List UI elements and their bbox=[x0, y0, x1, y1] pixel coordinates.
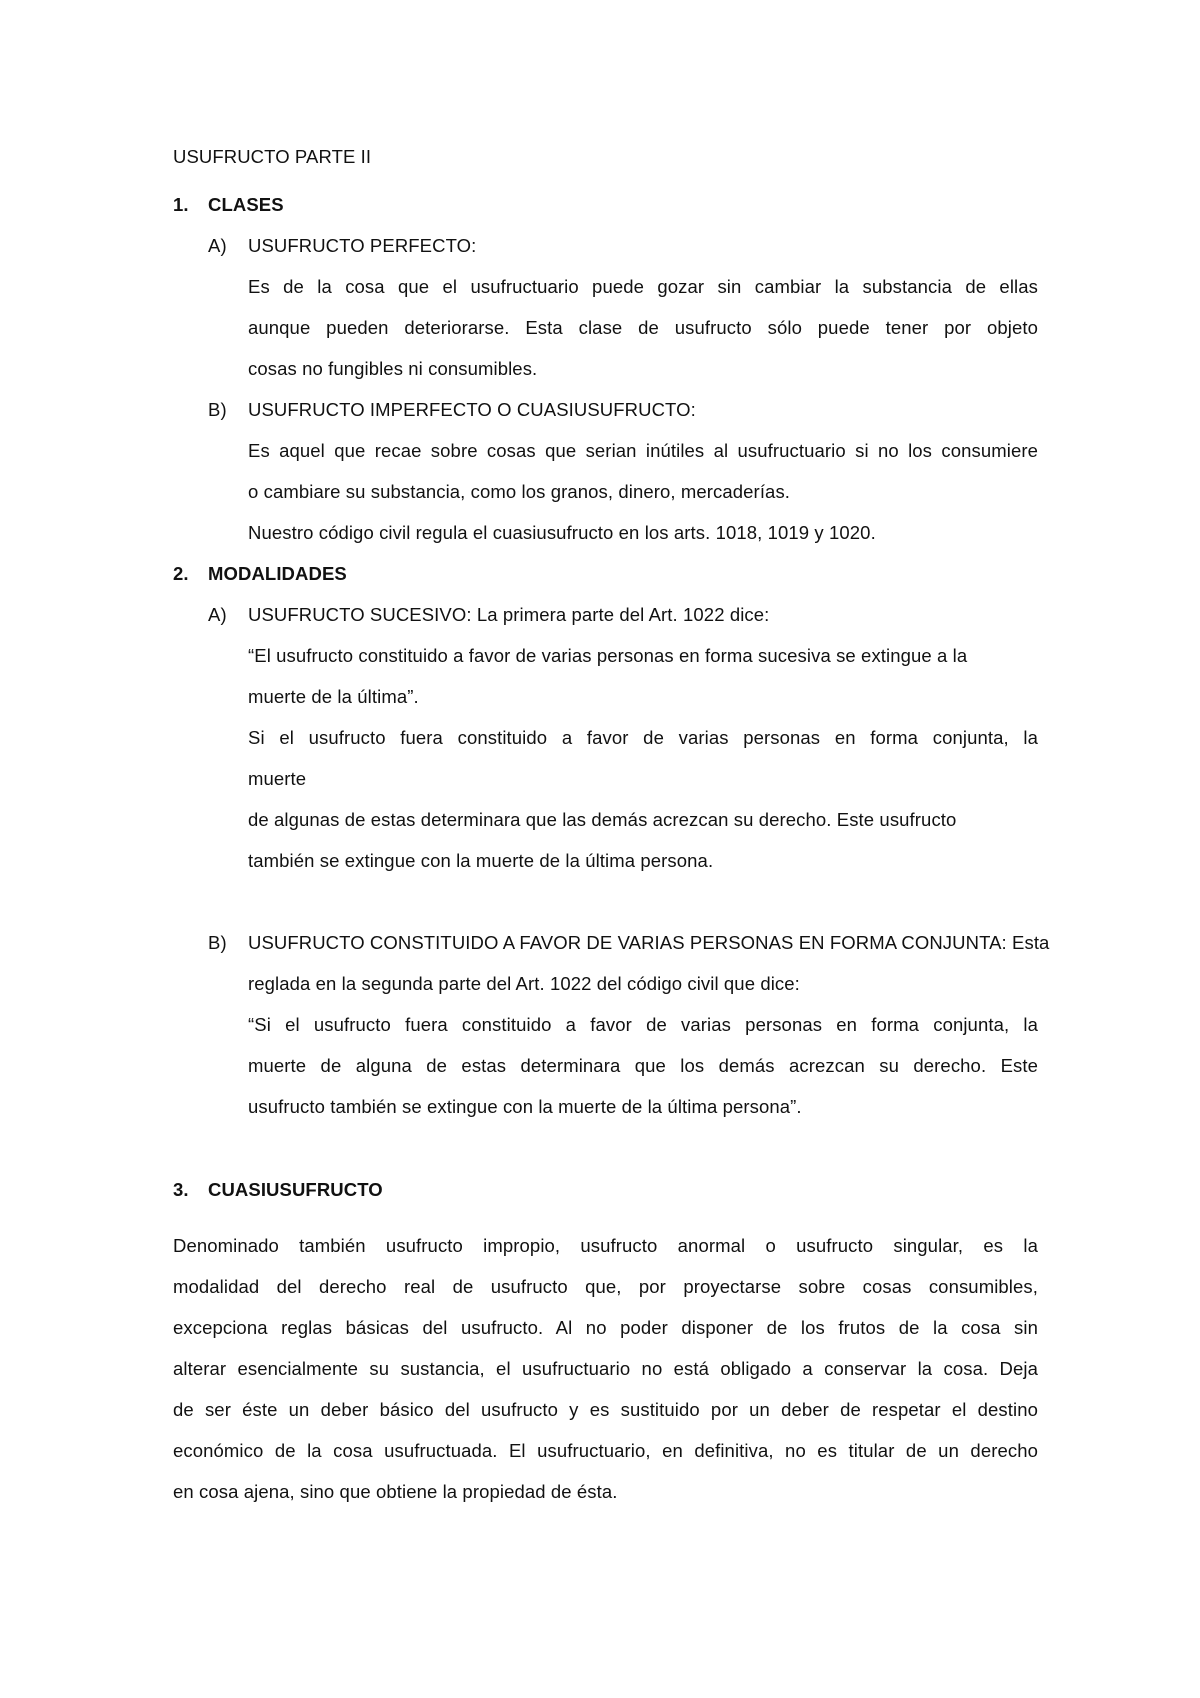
document-title: USUFRUCTO PARTE II bbox=[173, 146, 372, 167]
section-3-line-2: modalidad del derecho real de usufructo que, por proyectarse sobre cosas consumibles, bbox=[173, 1276, 1038, 1297]
section-1-number: 1. bbox=[173, 194, 189, 215]
section-2a-line-3: Si el usufructo fuera constituido a favor de varias personas en forma conjunta, la bbox=[248, 727, 1038, 748]
section-2a-line-2: muerte de la última”. bbox=[248, 686, 419, 707]
section-3-line-6: económico de la cosa usufructuada. El usufructuario, en definitiva, no es titular de un derecho bbox=[173, 1440, 1038, 1461]
section-2b-line-4: usufructo también se extingue con la muerte de la última persona”. bbox=[248, 1096, 802, 1117]
section-1b-letter: B) bbox=[208, 399, 227, 420]
section-3-heading: CUASIUSUFRUCTO bbox=[208, 1179, 383, 1200]
section-3-line-7: en cosa ajena, sino que obtiene la propiedad de ésta. bbox=[173, 1481, 618, 1502]
section-2b-line-1: reglada en la segunda parte del Art. 1022 del código civil que dice: bbox=[248, 973, 800, 994]
section-2b-heading: USUFRUCTO CONSTITUIDO A FAVOR DE VARIAS PERSONAS EN FORMA CONJUNTA: Esta bbox=[248, 932, 1050, 953]
section-2a-line-5: de algunas de estas determinara que las demás acrezcan su derecho. Este usufructo bbox=[248, 809, 957, 830]
section-2b-line-3: muerte de alguna de estas determinara que los demás acrezcan su derecho. Este bbox=[248, 1055, 1038, 1076]
section-1a-heading: USUFRUCTO PERFECTO: bbox=[248, 235, 477, 256]
section-2a-line-6: también se extingue con la muerte de la última persona. bbox=[248, 850, 714, 871]
section-2a-line-1: “El usufructo constituido a favor de varias personas en forma sucesiva se extingue a la bbox=[248, 645, 968, 666]
section-2a-line-4: muerte bbox=[248, 768, 307, 789]
section-3-line-4: alterar esencialmente su sustancia, el usufructuario no está obligado a conservar la cosa. Deja bbox=[173, 1358, 1038, 1379]
section-1-heading: CLASES bbox=[208, 194, 284, 215]
section-2b-letter: B) bbox=[208, 932, 227, 953]
section-2a-heading: USUFRUCTO SUCESIVO: La primera parte del Art. 1022 dice: bbox=[248, 604, 770, 625]
section-1a-line-3: cosas no fungibles ni consumibles. bbox=[248, 358, 538, 379]
section-1b-line-1: Es aquel que recae sobre cosas que serian inútiles al usufructuario si no los consumiere bbox=[248, 440, 1038, 461]
section-1b-heading: USUFRUCTO IMPERFECTO O CUASIUSUFRUCTO: bbox=[248, 399, 696, 420]
section-2b-line-2: “Si el usufructo fuera constituido a favor de varias personas en forma conjunta, la bbox=[248, 1014, 1038, 1035]
section-1a-line-1: Es de la cosa que el usufructuario puede gozar sin cambiar la substancia de ellas bbox=[248, 276, 1038, 297]
section-1b-line-2: o cambiare su substancia, como los granos, dinero, mercaderías. bbox=[248, 481, 791, 502]
section-3-number: 3. bbox=[173, 1179, 189, 1200]
section-1a-letter: A) bbox=[208, 235, 227, 256]
section-2-number: 2. bbox=[173, 563, 189, 584]
section-1a-line-2: aunque pueden deteriorarse. Esta clase de usufructo sólo puede tener por objeto bbox=[248, 317, 1038, 338]
section-2-heading: MODALIDADES bbox=[208, 563, 347, 584]
section-3-line-3: excepciona reglas básicas del usufructo. Al no poder disponer de los frutos de la cosa sin bbox=[173, 1317, 1038, 1338]
section-1b-line-3: Nuestro código civil regula el cuasiusufructo en los arts. 1018, 1019 y 1020. bbox=[248, 522, 876, 543]
section-2a-letter: A) bbox=[208, 604, 227, 625]
section-3-line-1: Denominado también usufructo impropio, usufructo anormal o usufructo singular, es la bbox=[173, 1235, 1038, 1256]
section-3-line-5: de ser éste un deber básico del usufructo y es sustituido por un deber de respetar el destino bbox=[173, 1399, 1038, 1420]
